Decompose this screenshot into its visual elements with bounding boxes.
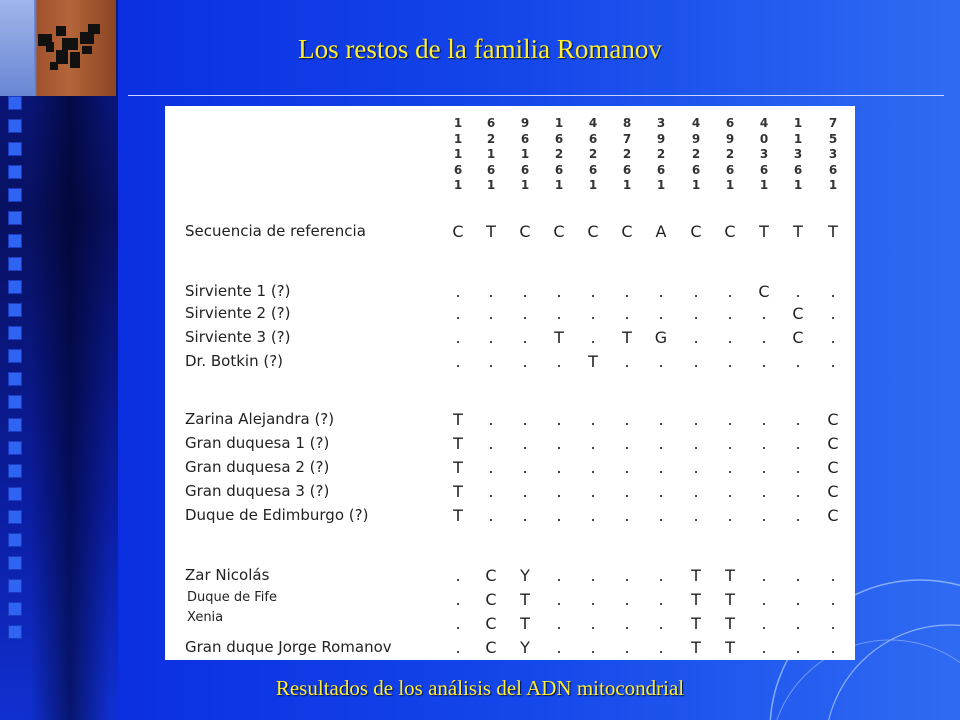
base-cell: . xyxy=(624,434,630,453)
base-cell: . xyxy=(522,458,528,477)
base-cell: . xyxy=(830,638,836,657)
position-digit: 1 xyxy=(453,116,463,130)
sequence-row xyxy=(165,638,855,662)
base-cell: C xyxy=(827,410,839,429)
base-cell: . xyxy=(590,304,596,323)
base-cell: . xyxy=(590,506,596,525)
base-cell: C xyxy=(827,506,839,525)
position-digit: 1 xyxy=(486,178,496,192)
base-cell: . xyxy=(761,506,767,525)
position-header xyxy=(651,116,671,194)
base-cell: C xyxy=(792,304,804,323)
base-cell: . xyxy=(761,410,767,429)
university-logo xyxy=(0,0,116,96)
base-cell: . xyxy=(795,614,801,633)
position-digit: 0 xyxy=(759,131,769,146)
base-cell: Y xyxy=(520,638,530,657)
sequence-row xyxy=(165,458,855,482)
sequence-row xyxy=(165,410,855,434)
base-cell: T xyxy=(691,590,701,609)
base-cell: . xyxy=(693,506,699,525)
base-cell: . xyxy=(455,328,461,347)
base-cell: . xyxy=(658,638,664,657)
base-cell: T xyxy=(725,638,735,657)
position-digit: 8 xyxy=(622,116,632,130)
base-cell: C xyxy=(587,222,599,241)
base-cell: . xyxy=(761,458,767,477)
position-digit: 5 xyxy=(828,131,838,146)
base-cell: . xyxy=(590,410,596,429)
base-cell: . xyxy=(727,352,733,371)
base-cell: . xyxy=(830,566,836,585)
base-cell: . xyxy=(830,590,836,609)
row-label: Zar Nicolás xyxy=(185,566,270,584)
position-header xyxy=(549,116,569,194)
position-digit: 1 xyxy=(554,178,564,192)
position-digit: 3 xyxy=(656,116,666,130)
base-cell: . xyxy=(795,482,801,501)
base-cell: . xyxy=(556,566,562,585)
base-cell: . xyxy=(522,434,528,453)
base-cell: . xyxy=(590,590,596,609)
base-cell: T xyxy=(691,614,701,633)
slide-title: Los restos de la familia Romanov xyxy=(298,34,662,64)
base-cell: . xyxy=(830,304,836,323)
position-header xyxy=(754,116,774,194)
base-cell: A xyxy=(655,222,667,241)
position-digit: 4 xyxy=(759,116,769,130)
base-cell: . xyxy=(727,482,733,501)
base-cell: T xyxy=(453,434,463,453)
base-cell: . xyxy=(693,304,699,323)
base-cell: . xyxy=(624,458,630,477)
base-cell: . xyxy=(761,304,767,323)
base-cell: . xyxy=(693,352,699,371)
position-digit: 2 xyxy=(486,131,496,146)
position-digit: 6 xyxy=(691,162,701,177)
base-cell: . xyxy=(795,506,801,525)
base-cell: G xyxy=(654,328,668,347)
base-cell: . xyxy=(761,638,767,657)
position-digit: 1 xyxy=(759,178,769,192)
base-cell: . xyxy=(522,282,528,301)
base-cell: . xyxy=(488,282,494,301)
base-cell: T xyxy=(453,458,463,477)
base-cell: . xyxy=(522,352,528,371)
position-digit: 6 xyxy=(453,162,463,177)
base-cell: . xyxy=(556,638,562,657)
row-label: Sirviente 1 (?) xyxy=(185,282,291,300)
position-digit: 2 xyxy=(656,147,666,161)
base-cell: . xyxy=(693,328,699,347)
base-cell: . xyxy=(556,352,562,371)
base-cell: C xyxy=(485,566,497,585)
base-cell: . xyxy=(590,614,596,633)
base-cell: . xyxy=(556,434,562,453)
base-cell: . xyxy=(624,352,630,371)
base-cell: . xyxy=(658,614,664,633)
position-digit: 1 xyxy=(622,178,632,192)
base-cell: . xyxy=(590,638,596,657)
base-cell: T xyxy=(828,222,838,241)
position-digit: 6 xyxy=(759,162,769,177)
overlay-label: Duque de Fife xyxy=(187,590,281,605)
base-cell: . xyxy=(522,506,528,525)
base-cell: . xyxy=(488,410,494,429)
base-cell: . xyxy=(624,590,630,609)
base-cell: C xyxy=(827,458,839,477)
row-label: Sirviente 2 (?) xyxy=(185,304,291,322)
base-cell: . xyxy=(624,638,630,657)
position-digit: 2 xyxy=(554,147,564,161)
base-cell: . xyxy=(658,434,664,453)
title-divider xyxy=(128,95,944,96)
base-cell: T xyxy=(520,614,530,633)
base-cell: . xyxy=(830,328,836,347)
decor-squares xyxy=(8,96,24,648)
base-cell: T xyxy=(554,328,564,347)
base-cell: . xyxy=(488,482,494,501)
mtdna-table-panel xyxy=(165,106,855,660)
base-cell: . xyxy=(455,352,461,371)
position-digit: 7 xyxy=(828,116,838,130)
base-cell: . xyxy=(488,328,494,347)
position-digit: 6 xyxy=(828,162,838,177)
base-cell: . xyxy=(556,282,562,301)
base-cell: . xyxy=(693,482,699,501)
base-cell: . xyxy=(727,328,733,347)
base-cell: . xyxy=(795,566,801,585)
row-label: Dr. Botkin (?) xyxy=(185,352,284,370)
position-digit: 6 xyxy=(588,162,598,177)
base-cell: . xyxy=(590,434,596,453)
sequence-row xyxy=(165,614,855,638)
base-cell: C xyxy=(724,222,736,241)
position-header xyxy=(583,116,603,194)
base-cell: . xyxy=(693,282,699,301)
base-cell: . xyxy=(488,506,494,525)
position-digit: 1 xyxy=(520,147,530,161)
base-cell: . xyxy=(522,328,528,347)
base-cell: . xyxy=(830,614,836,633)
position-digit: 6 xyxy=(486,116,496,130)
base-cell: C xyxy=(827,482,839,501)
base-cell: T xyxy=(691,638,701,657)
row-label: Secuencia de referencia xyxy=(185,222,366,240)
position-digit: 9 xyxy=(520,116,530,130)
position-digit: 3 xyxy=(828,147,838,161)
base-cell: C xyxy=(485,590,497,609)
base-cell: . xyxy=(590,458,596,477)
base-cell: . xyxy=(761,352,767,371)
position-digit: 1 xyxy=(793,178,803,192)
base-cell: . xyxy=(624,506,630,525)
base-cell: . xyxy=(727,282,733,301)
base-cell: C xyxy=(519,222,531,241)
base-cell: . xyxy=(590,328,596,347)
row-label: Gran duquesa 3 (?) xyxy=(185,482,330,500)
base-cell: Y xyxy=(520,566,530,585)
position-digit: 7 xyxy=(622,131,632,146)
base-cell: . xyxy=(795,282,801,301)
base-cell: . xyxy=(658,352,664,371)
base-cell: C xyxy=(758,282,770,301)
base-cell: . xyxy=(830,282,836,301)
base-cell: C xyxy=(553,222,565,241)
base-cell: . xyxy=(761,566,767,585)
position-header xyxy=(823,116,843,194)
position-digit: 1 xyxy=(793,131,803,146)
base-cell: . xyxy=(795,590,801,609)
base-cell: T xyxy=(520,590,530,609)
position-digit: 2 xyxy=(622,147,632,161)
row-label: Duque de Edimburgo (?) xyxy=(185,506,369,524)
base-cell: . xyxy=(727,434,733,453)
base-cell: T xyxy=(453,482,463,501)
base-cell: . xyxy=(488,304,494,323)
base-cell: . xyxy=(522,304,528,323)
position-digit: 2 xyxy=(588,147,598,161)
base-cell: . xyxy=(693,410,699,429)
base-cell: . xyxy=(624,304,630,323)
position-digit: 1 xyxy=(828,178,838,192)
position-digit: 9 xyxy=(691,131,701,146)
base-cell: T xyxy=(691,566,701,585)
position-header xyxy=(448,116,468,194)
position-digit: 9 xyxy=(656,131,666,146)
sequence-row xyxy=(165,304,855,328)
base-cell: . xyxy=(727,304,733,323)
position-digit: 3 xyxy=(793,147,803,161)
position-header xyxy=(617,116,637,194)
base-cell: . xyxy=(795,458,801,477)
sequence-row xyxy=(165,282,855,306)
base-cell: . xyxy=(624,566,630,585)
position-digit: 6 xyxy=(520,162,530,177)
position-digit: 9 xyxy=(725,131,735,146)
base-cell: . xyxy=(455,282,461,301)
position-digit: 1 xyxy=(554,116,564,130)
position-header xyxy=(515,116,535,194)
base-cell: . xyxy=(624,282,630,301)
base-cell: T xyxy=(486,222,496,241)
base-cell: . xyxy=(624,614,630,633)
base-cell: . xyxy=(693,458,699,477)
sequence-row xyxy=(165,352,855,376)
position-header xyxy=(686,116,706,194)
base-cell: . xyxy=(556,506,562,525)
sequence-row xyxy=(165,566,855,590)
position-digit: 1 xyxy=(453,178,463,192)
position-digit: 6 xyxy=(656,162,666,177)
base-cell: . xyxy=(556,614,562,633)
base-cell: . xyxy=(556,458,562,477)
base-cell: . xyxy=(761,590,767,609)
base-cell: . xyxy=(455,304,461,323)
row-label: Gran duquesa 2 (?) xyxy=(185,458,330,476)
position-header xyxy=(788,116,808,194)
base-cell: . xyxy=(727,506,733,525)
sequence-row xyxy=(165,434,855,458)
base-cell: . xyxy=(761,482,767,501)
base-cell: C xyxy=(485,638,497,657)
position-digit: 1 xyxy=(725,178,735,192)
position-digit: 1 xyxy=(453,147,463,161)
base-cell: C xyxy=(690,222,702,241)
base-cell: . xyxy=(658,590,664,609)
base-cell: . xyxy=(455,638,461,657)
base-cell: C xyxy=(452,222,464,241)
base-cell: . xyxy=(761,328,767,347)
position-header xyxy=(481,116,501,194)
position-digit: 1 xyxy=(453,131,463,146)
base-cell: . xyxy=(488,352,494,371)
base-cell: . xyxy=(624,410,630,429)
base-cell: . xyxy=(590,566,596,585)
sequence-row xyxy=(165,328,855,352)
base-cell: . xyxy=(556,482,562,501)
base-cell: . xyxy=(830,352,836,371)
position-digit: 1 xyxy=(793,116,803,130)
position-header xyxy=(720,116,740,194)
left-decor-strip xyxy=(0,0,118,720)
position-digit: 6 xyxy=(588,131,598,146)
base-cell: . xyxy=(590,282,596,301)
position-digit: 1 xyxy=(520,178,530,192)
position-digit: 1 xyxy=(656,178,666,192)
base-cell: T xyxy=(622,328,632,347)
base-cell: . xyxy=(795,410,801,429)
position-digit: 6 xyxy=(725,116,735,130)
base-cell: . xyxy=(727,458,733,477)
base-cell: T xyxy=(793,222,803,241)
base-cell: . xyxy=(658,566,664,585)
row-label: Sirviente 3 (?) xyxy=(185,328,291,346)
position-digit: 6 xyxy=(554,131,564,146)
base-cell: . xyxy=(795,638,801,657)
base-cell: . xyxy=(455,566,461,585)
position-digit: 2 xyxy=(691,147,701,161)
position-digit: 6 xyxy=(486,162,496,177)
base-cell: T xyxy=(725,566,735,585)
position-digit: 1 xyxy=(486,147,496,161)
position-digit: 1 xyxy=(588,178,598,192)
base-cell: T xyxy=(725,590,735,609)
base-cell: C xyxy=(792,328,804,347)
base-cell: . xyxy=(761,614,767,633)
base-cell: T xyxy=(453,506,463,525)
base-cell: . xyxy=(556,410,562,429)
position-digit: 1 xyxy=(691,178,701,192)
logo-mark-icon xyxy=(36,22,106,78)
overlay-label: Xenia xyxy=(187,610,227,625)
row-label: Zarina Alejandra (?) xyxy=(185,410,335,428)
base-cell: . xyxy=(556,590,562,609)
base-cell: . xyxy=(455,614,461,633)
base-cell: T xyxy=(759,222,769,241)
position-digit: 6 xyxy=(725,162,735,177)
base-cell: . xyxy=(658,410,664,429)
base-cell: . xyxy=(658,282,664,301)
row-label: Gran duque Jorge Romanov xyxy=(185,638,392,656)
base-cell: . xyxy=(488,434,494,453)
sequence-row xyxy=(165,482,855,506)
base-cell: . xyxy=(658,304,664,323)
base-cell: . xyxy=(658,482,664,501)
base-cell: . xyxy=(658,506,664,525)
slide-caption: Resultados de los análisis del ADN mitocondrial xyxy=(275,676,685,700)
position-digit: 6 xyxy=(793,162,803,177)
base-cell: C xyxy=(621,222,633,241)
base-cell: T xyxy=(453,410,463,429)
base-cell: . xyxy=(693,434,699,453)
position-digit: 6 xyxy=(554,162,564,177)
base-cell: C xyxy=(827,434,839,453)
base-cell: . xyxy=(455,590,461,609)
row-label: Gran duquesa 1 (?) xyxy=(185,434,330,452)
sequence-row xyxy=(165,506,855,530)
base-cell: . xyxy=(522,410,528,429)
base-cell: . xyxy=(556,304,562,323)
base-cell: . xyxy=(795,434,801,453)
position-digit: 4 xyxy=(691,116,701,130)
base-cell: . xyxy=(795,352,801,371)
base-cell: . xyxy=(727,410,733,429)
position-digit: 3 xyxy=(759,147,769,161)
base-cell: . xyxy=(761,434,767,453)
base-cell: . xyxy=(590,482,596,501)
base-cell: . xyxy=(522,482,528,501)
position-digit: 6 xyxy=(520,131,530,146)
base-cell: T xyxy=(588,352,598,371)
position-digit: 4 xyxy=(588,116,598,130)
position-digit: 2 xyxy=(725,147,735,161)
base-cell: . xyxy=(488,458,494,477)
sequence-row xyxy=(165,222,855,246)
base-cell: C xyxy=(485,614,497,633)
base-cell: . xyxy=(624,482,630,501)
position-digit: 6 xyxy=(622,162,632,177)
base-cell: . xyxy=(658,458,664,477)
base-cell: T xyxy=(725,614,735,633)
